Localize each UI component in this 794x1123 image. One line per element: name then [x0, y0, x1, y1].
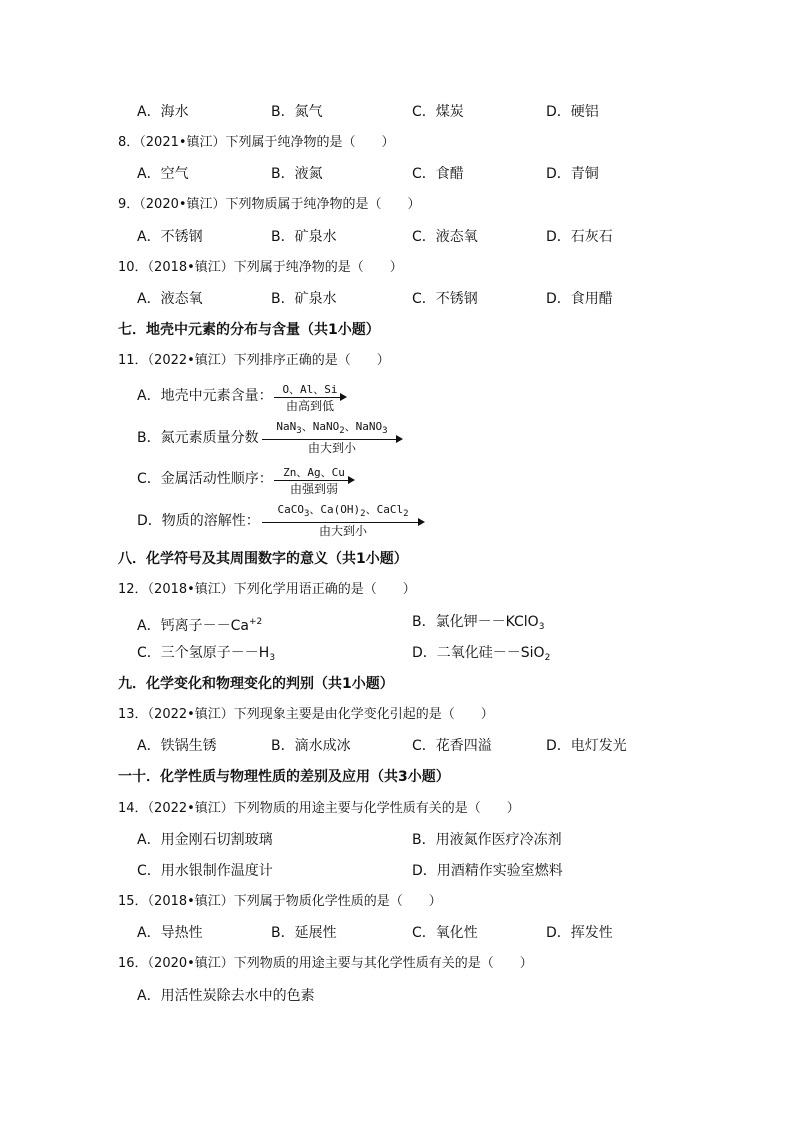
- formula-subscript: 3: [296, 426, 302, 436]
- formula-part: 、CaCl: [365, 503, 404, 516]
- q13-option-b: B．滴水成冰: [271, 738, 351, 754]
- q14-option-b: B．用液氮作医疗冷冻剂: [412, 832, 562, 848]
- q12-option-c: [137, 644, 275, 667]
- q13-stem: 13．（2022•镇江）下列现象主要是由化学变化引起的是（ ）: [118, 707, 494, 722]
- q8-stem: 8．（2021•镇江）下列属于纯净物的是（ ）: [118, 135, 395, 150]
- q10-option-c: C．不锈钢: [412, 291, 478, 307]
- q14-option-a: A．用金刚石切割玻璃: [137, 832, 273, 848]
- q12-stem: 12．（2018•镇江）下列化学用语正确的是（ ）: [118, 582, 416, 597]
- q10-option-b: B．矿泉水: [271, 291, 337, 307]
- q11-option-b-arrow-top: [262, 420, 402, 438]
- q11-option-d-label: D．物质的溶解性：: [137, 513, 260, 529]
- q11-option-b-arrow-bottom: 由大到小: [307, 441, 356, 455]
- formula-part: 、NaNO: [344, 420, 383, 433]
- section-heading-10: 一十．化学性质与物理性质的差别及应用（共3小题）: [118, 769, 450, 785]
- arrow-line: [262, 522, 418, 523]
- q10-stem: 10．（2018•镇江）下列属于纯净物的是（ ）: [118, 260, 403, 275]
- q9-stem: 9．（2020•镇江）下列物质属于纯净物的是（ ）: [118, 197, 421, 212]
- q8-option-d: D．青铜: [546, 166, 599, 182]
- q10-option-d: D．食用醋: [546, 291, 613, 307]
- q9-option-a: A．不锈钢: [137, 229, 203, 245]
- option-text: D．二氧化硅－－SiO: [412, 645, 545, 661]
- q11-stem: 11．（2022•镇江）下列排序正确的是（ ）: [118, 353, 390, 368]
- q14-stem: 14．（2022•镇江）下列物质的用途主要与化学性质有关的是（ ）: [118, 801, 520, 816]
- q7-option-b: B．氮气: [271, 104, 323, 120]
- q12-option-d: [412, 644, 550, 667]
- q9-option-c: C．液态氧: [412, 229, 478, 245]
- q15-option-a: A．导热性: [137, 925, 203, 941]
- q16-option-a: A．用活性炭除去水中的色素: [137, 988, 315, 1004]
- arrow-line: [274, 397, 340, 398]
- q15-option-b: B．延展性: [271, 925, 337, 941]
- q8-option-b: B．液氮: [271, 166, 323, 182]
- option-text: C．三个氢原子－－H: [137, 645, 270, 661]
- q12-option-a: [137, 613, 262, 635]
- formula-part: NaN: [276, 420, 297, 433]
- section-heading-9: 九．化学变化和物理变化的判别（共1小题）: [118, 676, 394, 692]
- q11-option-d-arrow-top: [262, 503, 424, 521]
- formula-subscript: 3: [303, 509, 310, 519]
- option-text: B．氯化钾－－KClO: [412, 614, 539, 630]
- q16-stem: 16．（2020•镇江）下列物质的用途主要与其化学性质有关的是（ ）: [118, 956, 533, 971]
- q11-option-c-label: C．金属活动性顺序：: [137, 471, 273, 487]
- q11-option-a-arrow-top: O、Al、Si: [282, 383, 338, 396]
- option-text: A．钙离子－－Ca: [137, 618, 249, 634]
- formula-part: 、NaNO: [301, 420, 340, 433]
- formula-subscript: 3: [382, 426, 388, 436]
- q10-option-a: A．液态氧: [137, 291, 203, 307]
- q13-option-c: C．花香四溢: [412, 738, 492, 754]
- q12-option-b: [412, 613, 544, 636]
- q11-option-a-label: A．地壳中元素含量：: [137, 388, 273, 404]
- subscript: 3: [538, 622, 545, 632]
- superscript: +2: [248, 617, 263, 627]
- section-heading-7: 七．地壳中元素的分布与含量（共1小题）: [118, 322, 380, 338]
- arrow-line: [274, 480, 348, 481]
- q15-stem: 15．（2018•镇江）下列属于物质化学性质的是（ ）: [118, 894, 442, 909]
- q7-option-a: A．海水: [137, 104, 189, 120]
- formula-part: 、Ca(OH): [309, 503, 361, 516]
- formula-subscript: 2: [339, 426, 345, 436]
- q13-option-a: A．铁锅生锈: [137, 738, 217, 754]
- q15-option-d: D．挥发性: [546, 925, 613, 941]
- q11-option-a-arrow-bottom: 由高到低: [285, 399, 334, 413]
- formula-subscript: 2: [403, 509, 409, 519]
- q11-option-b-label: B．氮元素质量分数: [137, 430, 259, 446]
- q15-option-c: C．氧化性: [412, 925, 478, 941]
- q7-option-d: D．硬铝: [546, 104, 599, 120]
- q14-option-c: C．用水银制作温度计: [137, 863, 273, 879]
- q11-option-d-arrow-bottom: 由大到小: [318, 524, 367, 538]
- formula-subscript: 2: [360, 509, 366, 519]
- formula-part: CaCO: [277, 503, 304, 516]
- q8-option-a: A．空气: [137, 166, 189, 182]
- q13-option-d: D．电灯发光: [546, 738, 627, 754]
- subscript: 3: [269, 653, 276, 663]
- q9-option-d: D．石灰石: [546, 229, 613, 245]
- q11-option-c-arrow-bottom: 由强到弱: [289, 482, 338, 496]
- q9-option-b: B．矿泉水: [271, 229, 337, 245]
- arrow-line: [262, 439, 396, 440]
- q11-option-c-arrow-top: Zn、Ag、Cu: [283, 466, 345, 479]
- q8-option-c: C．食醋: [412, 166, 464, 182]
- q7-option-c: C．煤炭: [412, 104, 464, 120]
- section-heading-8: 八．化学符号及其周围数字的意义（共1小题）: [118, 551, 408, 567]
- subscript: 2: [544, 653, 551, 663]
- q14-option-d: D．用酒精作实验室燃料: [412, 863, 563, 879]
